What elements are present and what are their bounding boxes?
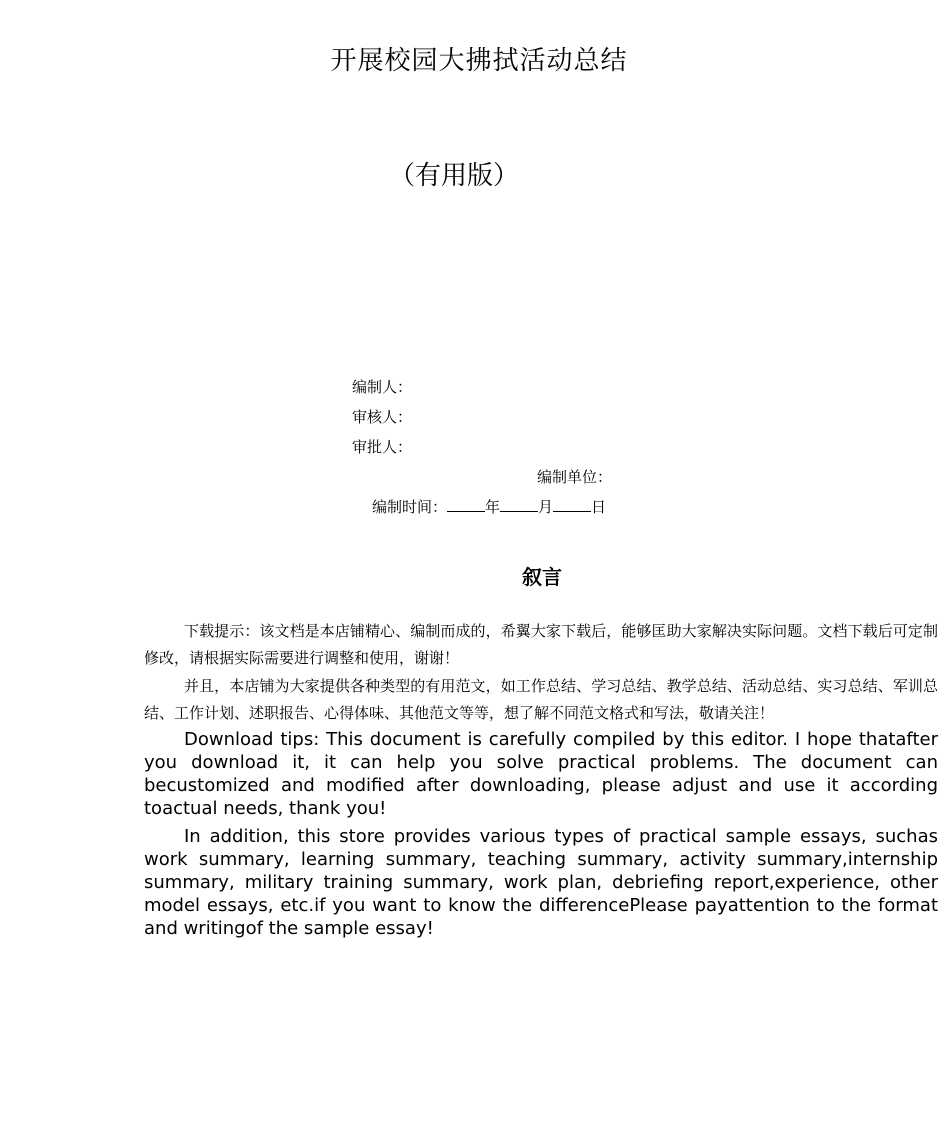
store-intro-paragraph-cn: 并且，本店铺为大家提供各种类型的有用范文，如工作总结、学习总结、教学总结、活动总结、实习总结、军训总结、工作计划、述职报告、心得体味、其他范文等等，想了解不同范文格式和写法，敬请关注！ <box>144 677 938 722</box>
day-label: 日 <box>591 498 607 516</box>
unit-label: 编制单位： <box>537 468 613 486</box>
month-blank <box>500 497 538 512</box>
download-tip-paragraph-cn: 下载提示：该文档是本店铺精心、编制而成的，希翼大家下载后，能够匡助大家解决实际问题。文档下载后可定制修改，请根据实际需要进行调整和使用，谢谢！ <box>144 622 938 667</box>
document-title: 开展校园大拂拭活动总结 <box>330 46 628 76</box>
time-label: 编制时间： <box>372 498 448 516</box>
document-subtitle: （有用版） <box>388 161 519 191</box>
year-label: 年 <box>485 498 501 516</box>
day-blank <box>553 497 591 512</box>
year-blank <box>447 497 485 512</box>
compiler-label: 编制人： <box>352 378 413 396</box>
download-tip-paragraph-en: Download tips: This document is carefully compiled by this editor. I hope thatafter you download it, it can help you solve practical problems. The document can becustomized and modified after downloading, please adjust and use it according toactual needs, thank you! <box>144 729 938 819</box>
month-label: 月 <box>538 498 554 516</box>
preface-heading: 叙言 <box>522 565 562 589</box>
reviewer-label: 审核人： <box>352 408 413 426</box>
approver-label: 审批人： <box>352 438 413 456</box>
store-intro-paragraph-en: In addition, this store provides various types of practical sample essays, suchas work summary, learning summary, teaching summary, activity summary,internship summary, military training summary, work plan, debriefing report,experience, other model essays, etc.if you want to know the differencePlease payattention to the format and writingof the sample essay! <box>144 826 938 939</box>
date-line <box>372 496 606 517</box>
